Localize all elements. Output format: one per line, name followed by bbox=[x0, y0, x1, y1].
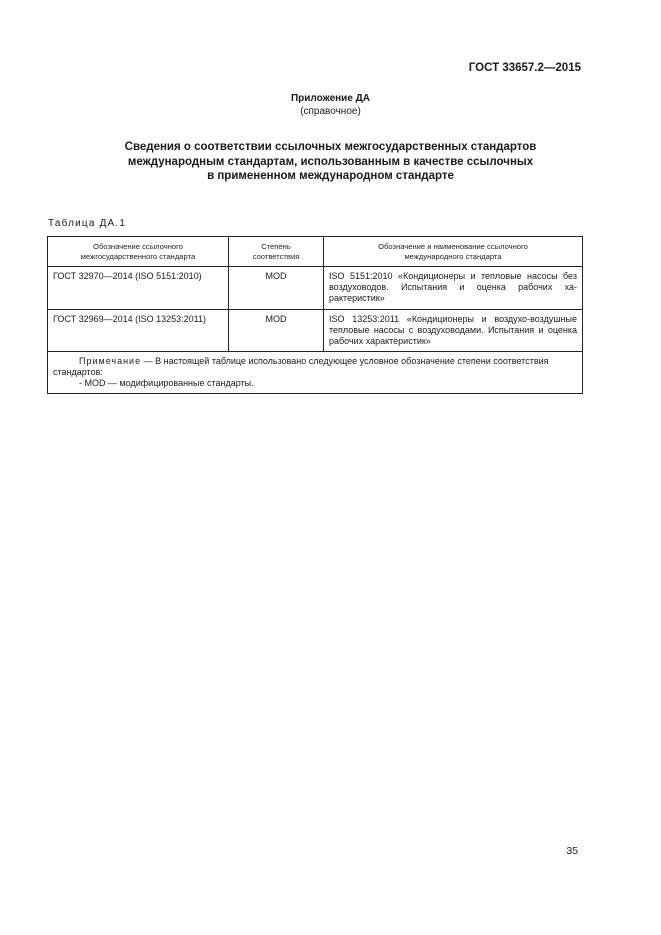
column-header-degree bbox=[229, 237, 324, 267]
cell-degree: MOD bbox=[229, 267, 324, 310]
annex-title: Приложение ДА bbox=[290, 93, 371, 104]
column-header-line: Обозначение ссылочного bbox=[93, 241, 183, 251]
table-note-row bbox=[48, 352, 583, 394]
cell-international-standard: ISO 5151:2010 «Кондиционеры и тепловые насосы без воздуховодов. Испытания и оценка рабочих характеристик» bbox=[324, 267, 583, 310]
table-header-row bbox=[48, 237, 583, 267]
page-number: 35 bbox=[566, 845, 578, 857]
note-text bbox=[53, 356, 577, 378]
table-row bbox=[48, 310, 583, 352]
column-header-line: международного стандарта bbox=[404, 251, 502, 261]
cell-standard-code: ГОСТ 32970—2014 (ISO 5151:2010) bbox=[48, 267, 229, 310]
column-header-name bbox=[324, 237, 583, 267]
section-heading bbox=[0, 140, 661, 184]
note-label: Примечание bbox=[79, 356, 142, 366]
cell-international-standard: ISO 13253:2011 «Кондиционеры и воздухо-воздушные тепловые насосы с воздуховодами. Испытания и оценка рабочих характеристик» bbox=[324, 310, 583, 352]
heading-line-2: международным стандартам, использованным в качестве ссылочных bbox=[127, 155, 534, 168]
column-header-line: Степень bbox=[261, 241, 291, 251]
correspondence-table bbox=[47, 236, 583, 394]
column-header-line: межгосударственного стандарта bbox=[80, 251, 196, 261]
standard-number: ГОСТ 33657.2—2015 bbox=[468, 62, 581, 74]
annex-type: (справочное) bbox=[300, 106, 361, 117]
heading-line-1: Сведения о соответствии ссылочных межгосударственных стандартов bbox=[124, 141, 537, 153]
cell-standard-code: ГОСТ 32969—2014 (ISO 13253:2011) bbox=[48, 310, 229, 352]
heading-line-3: в примененном международном стандарте bbox=[207, 170, 454, 182]
cell-degree: MOD bbox=[229, 310, 324, 352]
annex-header bbox=[0, 92, 661, 118]
note-item: - MOD — модифицированные стандарты. bbox=[79, 378, 254, 388]
table-caption: Таблица ДА.1 bbox=[48, 218, 127, 229]
table-row bbox=[48, 267, 583, 310]
column-header-line: Обозначение и наименование ссылочного bbox=[378, 241, 528, 251]
column-header-line: соответствия bbox=[252, 251, 300, 261]
note-body: — В настоящей таблице использовано следующее условное обозначение степени соответствия стандартов: bbox=[53, 356, 549, 377]
table-note bbox=[48, 352, 583, 394]
column-header-code bbox=[48, 237, 229, 267]
